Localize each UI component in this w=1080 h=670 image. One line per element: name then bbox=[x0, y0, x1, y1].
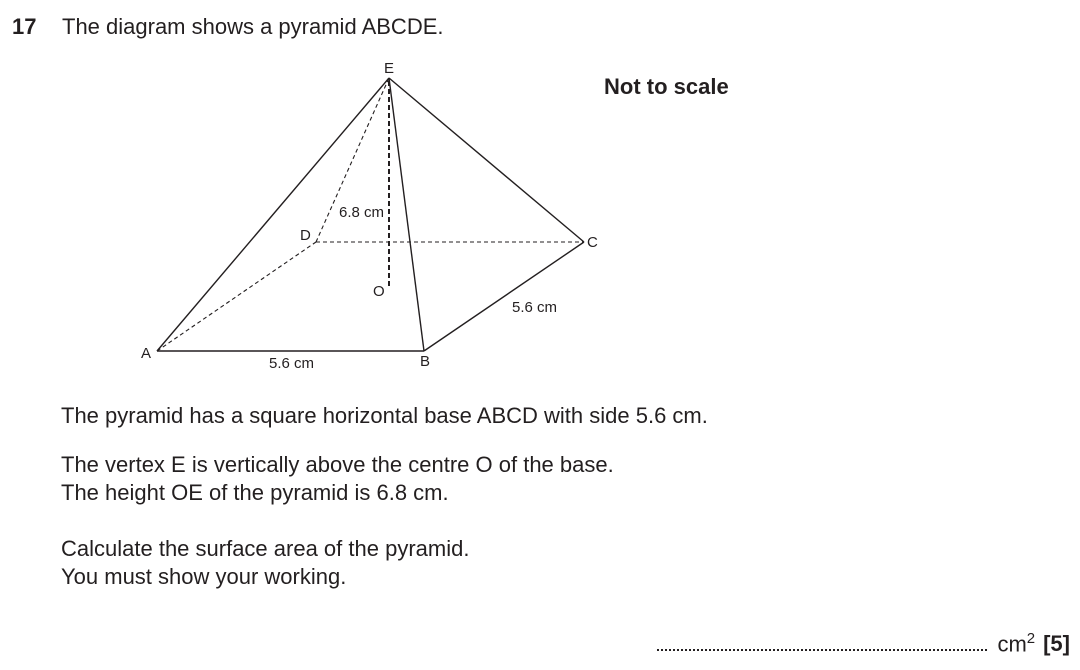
height-statement: The height OE of the pyramid is 6.8 cm. bbox=[61, 480, 449, 505]
base-side-label: 5.6 cm bbox=[512, 299, 558, 316]
answer-line bbox=[657, 630, 1070, 657]
base-statement: The pyramid has a square horizontal base ABCD with side 5.6 cm. bbox=[61, 403, 708, 428]
scale-note: Not to scale bbox=[604, 74, 729, 99]
marks-label: [5] bbox=[1043, 631, 1070, 657]
vertex-label-D: D bbox=[300, 227, 311, 244]
height-label: 6.8 cm bbox=[339, 204, 385, 221]
working-instruction: You must show your working. bbox=[61, 564, 347, 589]
vertex-statement: The vertex E is vertically above the centre O of the base. bbox=[61, 452, 614, 477]
edge-CE bbox=[389, 78, 584, 242]
vertex-label-B: B bbox=[420, 353, 431, 370]
edge-BC bbox=[424, 242, 584, 351]
base-front-label: 5.6 cm bbox=[269, 355, 315, 372]
answer-unit: $cm^2$ bbox=[997, 630, 1036, 657]
vertex-label-A: A bbox=[141, 345, 152, 362]
question-number: 17 bbox=[12, 14, 37, 39]
edge-BE bbox=[389, 78, 424, 351]
vertex-label-C: C bbox=[587, 234, 598, 251]
vertex-label-O: O bbox=[373, 283, 385, 300]
answer-field[interactable] bbox=[657, 635, 987, 651]
task-statement: Calculate the surface area of the pyramid. bbox=[61, 536, 470, 561]
vertex-label-E: E bbox=[384, 60, 395, 77]
question-intro: The diagram shows a pyramid ABCDE. bbox=[62, 14, 444, 39]
